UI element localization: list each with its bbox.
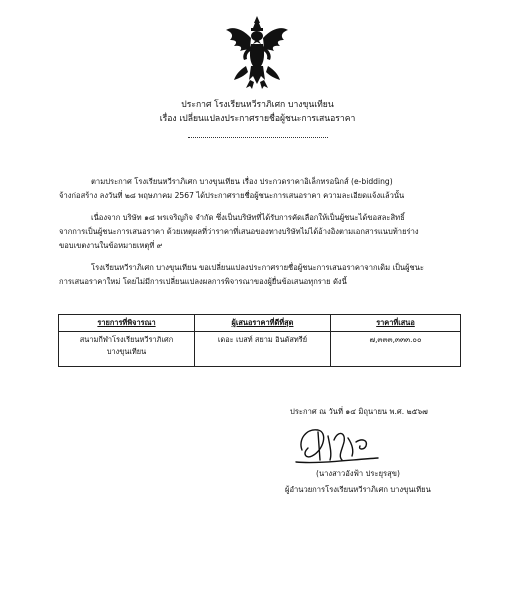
paragraph-1-line-1: ตามประกาศ โรงเรียนหวีราภิเศก บางขุนเทียน เรื่อง ประกวดราคาอิเล็กทรอนิกส์ (e-bidding) xyxy=(91,177,393,186)
paragraph-2-line-3: ขอบเขตงานในข้อหมายเหตุที่ ๙ xyxy=(59,241,163,250)
paragraph-3-line-1: โรงเรียนหวีราภิเศก บางขุนเทียน ขอเปลี่ยนแปลงประกาศรายชื่อผู้ชนะการเสนอราคาจากเดิม เป็นผู้ชนะ xyxy=(91,263,424,272)
garuda-emblem-icon xyxy=(224,14,290,90)
item-name-line-1: สนามกีฬาโรงเรียนหวีราภิเศก xyxy=(79,335,174,344)
announcement-subject: เรื่อง เปลี่ยนแปลงประกาศรายชื่อผู้ชนะการเสนอราคา xyxy=(159,114,356,124)
signatory-name: (นางสาวอังฟ้า ประยุรสุข) xyxy=(316,469,400,478)
announcement-date: ประกาศ ณ วันที่ ๑๔ มิถุนายน พ.ศ. ๒๕๖๗ xyxy=(290,407,428,416)
dotted-divider xyxy=(188,137,328,138)
header-item: รายการที่พิจารณา xyxy=(59,315,195,332)
handwritten-signature xyxy=(288,420,398,468)
header-best-bidder: ผู้เสนอราคาที่ดีที่สุด xyxy=(195,315,331,332)
signatory-title: ผู้อำนวยการโรงเรียนหวีราภิเศก บางขุนเทียน xyxy=(285,485,431,494)
paragraph-3-line-2: การเสนอราคาใหม่ โดยไม่มีการเปลี่ยนแปลงผลการพิจารณาของผู้ยื่นข้อเสนอทุกราย ดังนี้ xyxy=(59,277,347,286)
paragraph-1-line-2: จ้างก่อสร้าง ลงวันที่ ๒๘ พฤษภาคม 2567 ได้ประกาศรายชื่อผู้ชนะการเสนอราคา ความละเอียดแจ้งแล้วนั้น xyxy=(59,191,405,200)
bid-results-table xyxy=(58,314,461,367)
bidder-cell: เดอะ เบสท์ สยาม อินดัสทรีย์ xyxy=(195,332,331,367)
table-header-row xyxy=(59,315,461,332)
price-cell: ๗,๓๓๓,๓๓๓.๐๐ xyxy=(331,332,461,367)
announcement-title: ประกาศ โรงเรียนหวีราภิเศก บางขุนเทียน xyxy=(181,100,334,110)
table-row xyxy=(59,332,461,367)
paragraph-2-line-1: เนื่องจาก บริษัท ๑๘ พรเจริญกิจ จำกัด ซึ่งเป็นบริษัทที่ได้รับการคัดเลือกให้เป็นผู้ชนะได้ขอสละสิทธิ์ xyxy=(91,213,405,222)
header-price: ราคาที่เสนอ xyxy=(331,315,461,332)
item-cell xyxy=(59,332,195,367)
paragraph-2-line-2: จากการเป็นผู้ชนะการเสนอราคา ด้วยเหตุผลที่ว่าราคาที่เสนอของทางบริษัทไม่ได้อ้างอิงตามเอกสารแนบท้ายร่าง xyxy=(59,227,419,236)
item-name-line-2: บางขุนเทียน xyxy=(106,347,147,356)
